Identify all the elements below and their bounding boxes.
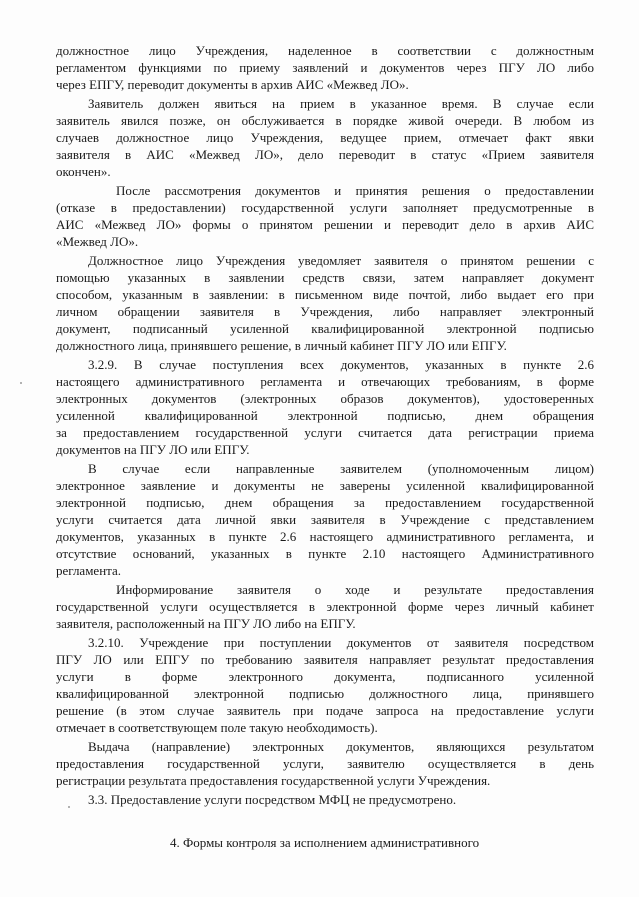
text-line: помощью указанных в заявлении средств связи, затем направляет документ: [56, 270, 594, 285]
section-heading: 4. Формы контроля за исполнением административного: [170, 835, 480, 850]
text-line: «Межвед ЛО».: [56, 234, 139, 249]
text-line: усиленной квалифицированной электронной подписью, днем обращения: [56, 408, 594, 423]
text-line: заявитель явился позже, он обслуживается в порядке живой очереди. В любом из: [56, 113, 594, 128]
text-line: заявителя в АИС «Межвед ЛО», дело переводит в статус «Прием заявителя: [56, 147, 594, 162]
text-line: услуги в форме электронного документа, подписанного усиленной: [56, 669, 594, 684]
text-line: Выдача (направление) электронных документов, являющихся результатом: [88, 739, 594, 754]
text-line: 3.2.9. В случае поступления всех документов, указанных в пункте 2.6: [88, 357, 594, 372]
text-line: АИС «Межвед ЛО» формы о принятом решении и переводит дело в архив АИС: [56, 217, 594, 232]
scan-speck: [20, 382, 22, 384]
scan-speck: [68, 806, 70, 808]
text-line: регламентом функциями по приему заявлений и документов через ПГУ ЛО либо: [56, 60, 594, 75]
text-line: 3.3. Предоставление услуги посредством МФЦ не предусмотрено.: [88, 792, 457, 807]
text-line: государственной услуги осуществляется в электронной форме через личный кабинет: [56, 599, 594, 614]
text-line: предоставления государственной услуги, заявителю осуществляется в день: [56, 756, 594, 771]
text-line: должностного лица, принявшего решение, в личный кабинет ПГУ ЛО или ЕПГУ.: [56, 338, 507, 353]
text-line: документов, указанных в пункте 2.6 настоящего административного регламента, и: [56, 529, 594, 544]
text-line: После рассмотрения документов и принятия решения о предоставлении: [116, 183, 594, 198]
text-line: за предоставлением государственной услуги считается дата регистрации приема: [56, 425, 594, 440]
text-line: Должностное лицо Учреждения уведомляет заявителя о принятом решении с: [88, 253, 594, 268]
text-line: документов на ПГУ ЛО или ЕПГУ.: [56, 442, 250, 457]
text-line: документ, подписанный усиленной квалифицированной электронной подписью: [56, 321, 594, 336]
text-line: Заявитель должен явиться на прием в указанное время. В случае если: [88, 96, 594, 111]
text-line: решение (в этом случае заявитель при подаче запроса на предоставление услуги: [56, 703, 594, 718]
text-line: электронной подписью, днем обращения за предоставлением государственной: [56, 495, 594, 510]
text-line: через ЕПГУ, переводит документы в архив АИС «Межвед ЛО».: [56, 77, 409, 92]
text-line: отмечает в соответствующем поле такую необходимость).: [56, 720, 378, 735]
text-line: заявителя, расположенный на ПГУ ЛО либо на ЕПГУ.: [56, 616, 356, 631]
text-line: регламента.: [56, 563, 122, 578]
text-line: должностное лицо Учреждения, наделенное в соответствии с должностным: [56, 43, 594, 58]
text-line: отсутствие оснований, указанных в пункте 2.10 настоящего Административного: [56, 546, 594, 561]
text-line: квалифицированной электронной подписью должностного лица, принявшего: [56, 686, 594, 701]
text-line: электронных документов (электронных образов документов), удостоверенных: [56, 391, 594, 406]
text-line: настоящего административного регламента и отвечающих требованиям, в форме: [56, 374, 594, 389]
text-line: личном обращении заявителя в Учреждения, либо направляет электронный: [56, 304, 594, 319]
text-line: услуги считается дата личной явки заявителя в Учреждение с представлением: [56, 512, 594, 527]
text-line: окончен».: [56, 164, 111, 179]
text-line: Информирование заявителя о ходе и результате предоставления: [116, 582, 594, 597]
text-line: регистрации результата предоставления государственной услуги Учреждения.: [56, 773, 491, 788]
text-line: (отказе в предоставлении) государственной услуги заполняет предусмотренные в: [56, 200, 594, 215]
text-line: 3.2.10. Учреждение при поступлении документов от заявителя посредством: [88, 635, 594, 650]
text-line: способом, указанным в заявлении: в письменном виде почтой, либо выдает его при: [56, 287, 594, 302]
text-line: электронное заявление и документы не заверены усиленной квалифицированной: [56, 478, 594, 493]
text-line: случаев должностное лицо Учреждения, ведущее прием, отмечает факт явки: [56, 130, 594, 145]
text-line: ПГУ ЛО или ЕПГУ по требованию заявителя направляет результат предоставления: [56, 652, 594, 667]
text-line: В случае если направленные заявителем (уполномоченным лицом): [88, 461, 594, 476]
